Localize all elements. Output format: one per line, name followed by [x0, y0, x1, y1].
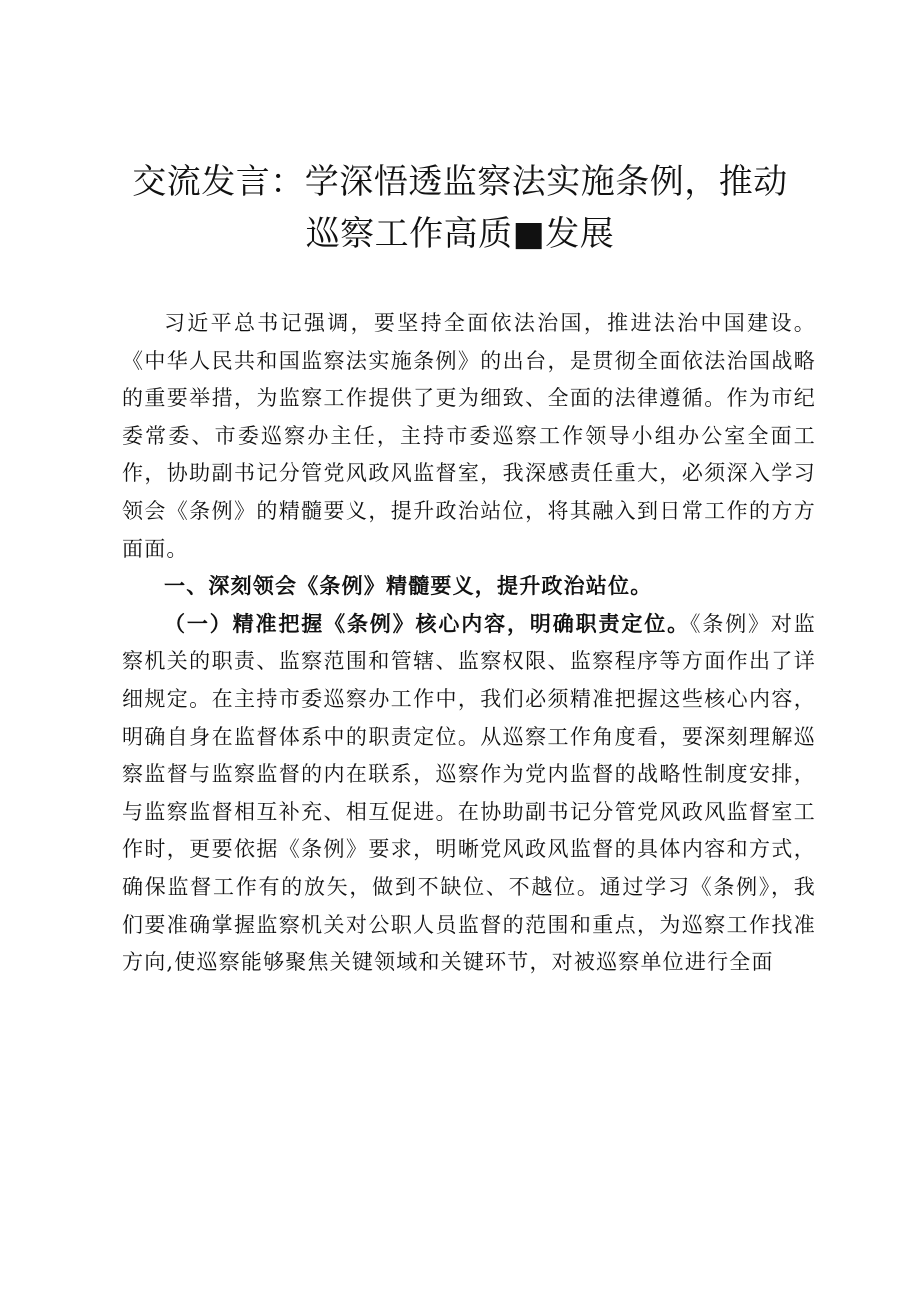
- subsection-paragraph: [122, 606, 816, 982]
- intro-paragraph: 习近平总书记强调，要坚持全面依法治国，推进法治中国建设。《中华人民共和国监察法实施条例》的出台，是贯彻全面依法治国战略的重要举措，为监察工作提供了更为细致、全面的法律遵循。作为市纪委常委、市委巡察办主任，主持市委巡察工作领导小组办公室全面工作，协助副书记分管党风政风监督室，我深感责任重大，必须深入学习领会《条例》的精髓要义，提升政治站位，将其融入到日常工作的方方面面。: [122, 311, 816, 561]
- subsection-body: 《条例》对监察机关的职责、监察范围和管辖、监察权限、监察程序等方面作出了详细规定。在主持市委巡察办工作中，我们必须精准把握这些核心内容，明确自身在监督体系中的职责定位。从巡察工作角度看，要深刻理解巡察监督与监察监督的内在联系，巡察作为党内监督的战略性制度安排，与监察监督相互补充、相互促进。在协助副书记分管党风政风监督室工作时，更要依据《条例》要求，明晰党风政风监督的具体内容和方式，确保监督工作有的放矢，做到不缺位、不越位。通过学习《条例》，我们要准确掌握监察机关对公职人员监督的范围和重点，为巡察工作找准方向,使巡察能够聚焦关键领域和关键环节，对被巡察单位进行全面: [122, 611, 816, 975]
- section-heading: 一、深刻领会《条例》精髓要义，提升政治站位。: [164, 574, 653, 599]
- document-body: [122, 305, 816, 982]
- subsection-heading: （一）精准把握《条例》核心内容，明确职责定位。: [164, 611, 690, 636]
- document-title: 交流发言：学深悟透监察法实施条例，推动巡察工作高质■发展: [132, 162, 788, 254]
